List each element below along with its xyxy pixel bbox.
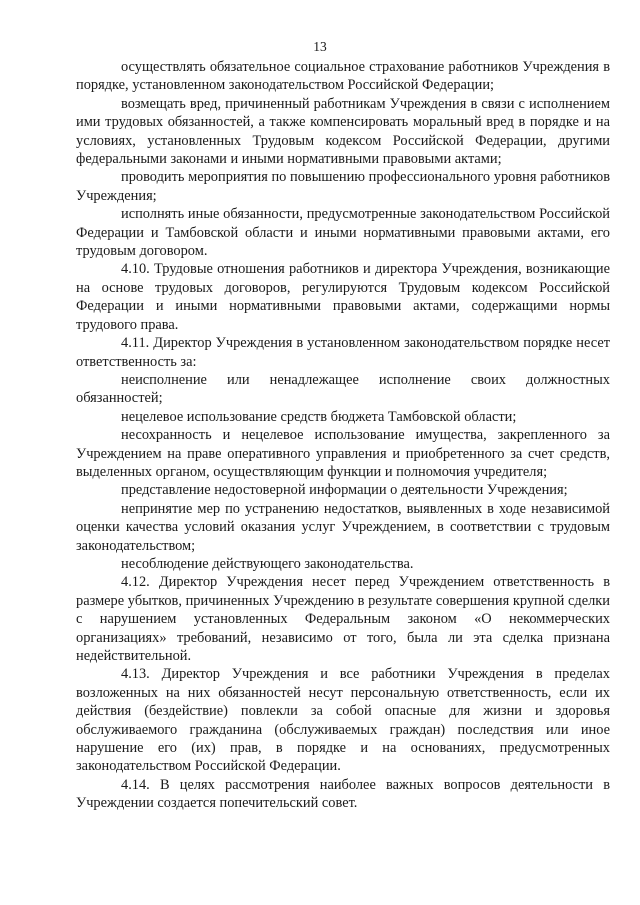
paragraph: 4.10. Трудовые отношения работников и директора Учреждения, возникающие на основе трудовых договоров, регулируются Трудовым кодексом Российской Федерации и иными нормативными правовыми актами, содержащими нормы трудового права. <box>76 261 610 333</box>
paragraph: непринятие мер по устранению недостатков, выявленных в ходе независимой оценки качества условий оказания услуг Учреждением, в соответствии с трудовым законодательством; <box>76 500 610 554</box>
paragraph: исполнять иные обязанности, предусмотренные законодательством Российской Федерации и Тамбовской области и иными нормативными правовыми актами, его трудовым договором. <box>76 206 610 260</box>
paragraph: представление недостоверной информации о деятельности Учреждения; <box>121 482 568 499</box>
paragraph: 4.14. В целях рассмотрения наиболее важных вопросов деятельности в Учреждении создается попечительский совет. <box>76 776 610 812</box>
paragraph: проводить мероприятия по повышению профессионального уровня работников Учреждения; <box>76 169 610 204</box>
paragraph: 4.12. Директор Учреждения несет перед Учреждением ответственность в размере убытков, причиненных Учреждению в результате совершения крупной сделки с нарушением установленных Федеральным законом «О некоммерческих организациях» требований, независимо от того, была ли эта сделка признана недействительной. <box>76 574 610 664</box>
paragraph: осуществлять обязательное социальное страхование работников Учреждения в порядке, установленном законодательством Российской Федерации; <box>76 59 610 94</box>
paragraph: несохранность и нецелевое использование имущества, закрепленного за Учреждением на праве оперативного управления и приобретенного за счет средств, выделенных органом, осуществляющим функции и полномочия учредителя; <box>76 427 610 480</box>
paragraph: возмещать вред, причиненный работникам Учреждения в связи с исполнением ими трудовых обязанностей, а также компенсировать моральный вред в порядке и на условиях, установленных Трудовым кодексом Российской Федерации, другими федеральными законами и иными нормативными правовыми актами; <box>76 95 610 168</box>
document-body <box>76 58 610 813</box>
paragraph: 4.11. Директор Учреждения в установленном законодательством порядке несет ответственность за: <box>76 335 610 370</box>
paragraph: несоблюдение действующего законодательства. <box>121 555 414 572</box>
paragraph: неисполнение или ненадлежащее исполнение своих должностных обязанностей; <box>76 371 610 407</box>
paragraph: нецелевое использование средств бюджета Тамбовской области; <box>121 408 517 425</box>
page-number: 13 <box>313 39 327 54</box>
paragraph: 4.13. Директор Учреждения и все работники Учреждения в пределах возложенных на них обязанностей несут персональную ответственность, если их действия (бездействие) повлекли за собой опасные для жизни и здоровья обслуживаемого гражданина (обслуживаемых граждан) последствия или иное нарушение его (их) прав, в порядке и на основаниях, предусмотренных законодательством Российской Федерации. <box>76 666 610 775</box>
